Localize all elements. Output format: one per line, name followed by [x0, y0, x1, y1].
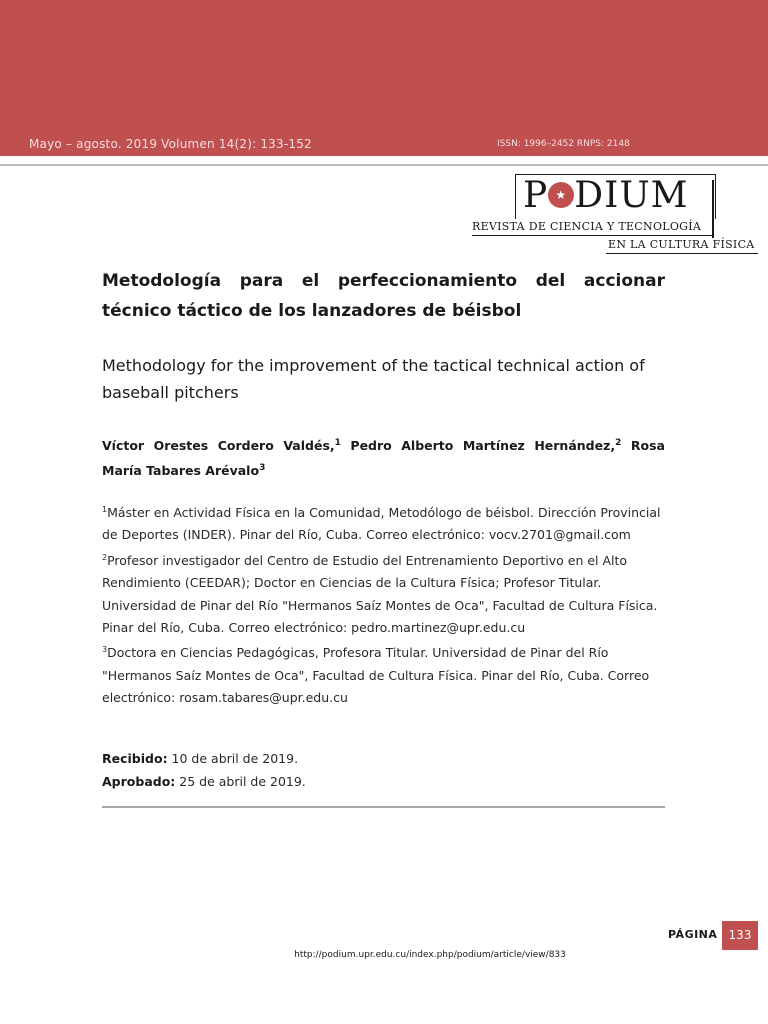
article-url-link[interactable]: http://podium.upr.edu.cu/index.php/podium/article/view/833: [294, 950, 566, 960]
received-date: [102, 747, 306, 770]
author-name: Pedro Alberto Martínez Hernández,: [340, 438, 616, 454]
cuban-flag-o-icon: [548, 182, 574, 208]
header-banner: [0, 0, 768, 156]
affiliation-superscript: 3: [102, 645, 108, 655]
page-number: 133: [722, 921, 758, 950]
star-icon: ★: [555, 188, 568, 202]
received-label: Recibido:: [102, 751, 168, 766]
approved-label: Aprobado:: [102, 774, 176, 789]
logo-subtitle-1: REVISTA DE CIENCIA Y TECNOLOGÍA: [472, 220, 702, 233]
affiliation-superscript: 1: [102, 505, 108, 514]
page-label: PÁGINA: [668, 928, 718, 941]
author-name: Víctor Orestes Cordero Valdés,: [102, 438, 335, 454]
article-dates: [102, 747, 306, 793]
affiliation-superscript: 2: [102, 552, 108, 562]
article-title-es: Metodología para el perfeccionamiento del accionar técnico táctico de los lanzadores de béisbol: [102, 271, 665, 321]
affiliation-text: Doctora en Ciencias Pedagógicas, Profesora Titular. Universidad de Pinar del Río "Hermanos Saíz Montes de Oca", Facultad de Cultura Física. Pinar del Río, Cuba. Correo electrónico: rosam.tabares@upr.edu.cu: [102, 645, 650, 705]
author-list: [102, 432, 665, 482]
podium-logo: [523, 176, 689, 216]
approved-value: 25 de abril de 2019.: [175, 774, 306, 789]
logo-underline-2: [606, 253, 758, 254]
logo-letter-p: P: [523, 175, 549, 216]
article-title-en: Methodology for the improvement of the tactical technical action of baseball pitchers: [102, 356, 645, 402]
affiliations: [102, 499, 668, 709]
issue-info: Mayo – agosto. 2019 Volumen 14(2): 133-152: [29, 137, 312, 151]
affiliation-text: Máster en Actividad Física en la Comunidad, Metodólogo de béisbol. Dirección Provincial de Deportes (INDER). Pinar del Río, Cuba. Correo electrónico: vocv.2701@gmail.com: [102, 505, 661, 543]
affiliation-text: Profesor investigador del Centro de Estudio del Entrenamiento Deportivo en el Alto Rendimiento (CEEDAR); Doctor en Ciencias de la Cultura Física; Profesor Titular. Universidad de Pinar del Río "Hermanos Saíz Montes de Oca", Facultad de Cultura Física. Pinar del Río, Cuba. Correo electrónico: pedro.martinez@upr.edu.cu: [102, 552, 658, 635]
banner-gap: [0, 156, 768, 164]
logo-letters-dium: DIUM: [574, 175, 689, 216]
issn-info: ISSN: 1996–2452 RNPS: 2148: [497, 139, 630, 149]
approved-date: [102, 770, 306, 793]
banner-divider: [0, 164, 768, 166]
author-superscript: 2: [615, 438, 622, 448]
logo-underline-1: [472, 235, 712, 236]
author-name: Rosa María Tabares Arévalo: [102, 438, 665, 479]
author-superscript: 3: [259, 463, 266, 474]
author-superscript: 1: [334, 438, 341, 448]
affiliation-item: [102, 547, 668, 639]
affiliation-item: [102, 639, 668, 709]
logo-frame-side: [712, 180, 714, 238]
section-divider: [102, 806, 665, 808]
affiliation-item: [102, 499, 668, 547]
received-value: 10 de abril de 2019.: [167, 751, 299, 766]
logo-subtitle-2: EN LA CULTURA FÍSICA: [608, 238, 755, 251]
